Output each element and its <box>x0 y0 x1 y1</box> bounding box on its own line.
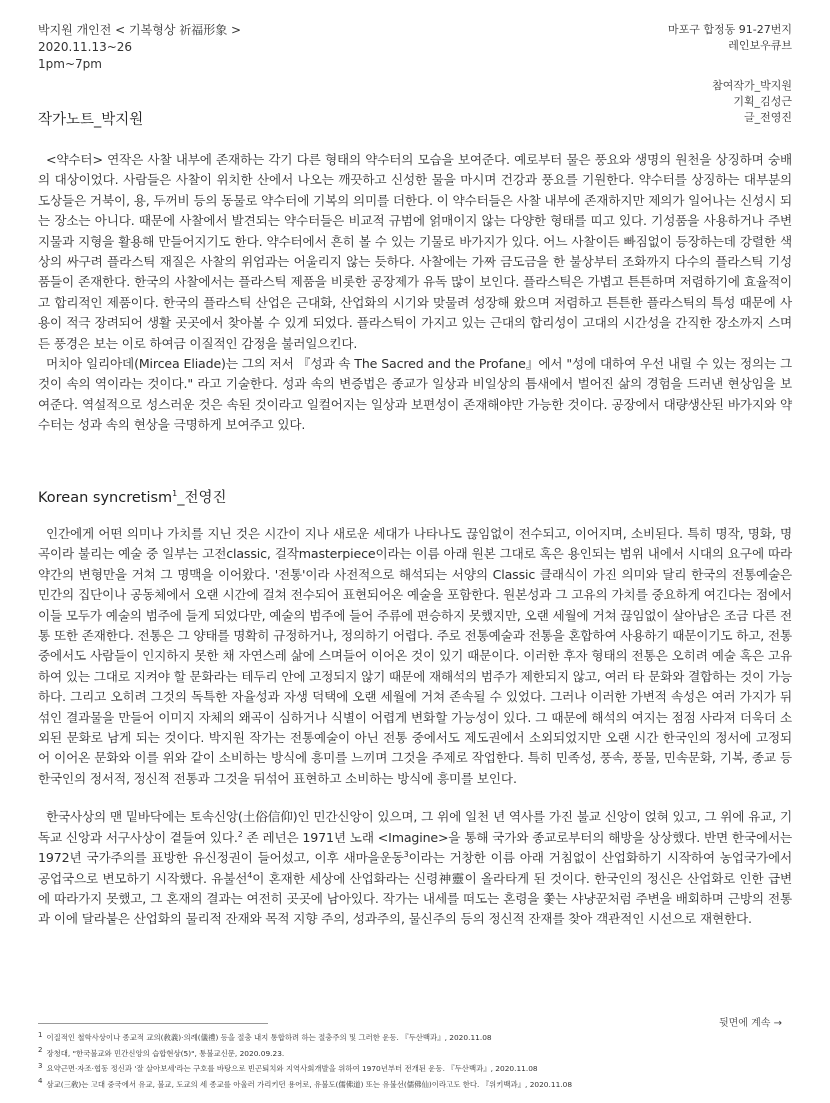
credit-writer: 글_전영진 <box>743 111 792 124</box>
text-run: 이 혼재한 세상에 산업화라는 신령神靈이 올라타게 된 것이다. 한국인의 정신은 산업화로 인한 급변에 따라가지 못했고, 그 혼재의 결과는 여전히 곳곳에 남아있다. 작가는 내세를 떠도는 혼령을 쫓는 샤냥꾼처럼 주변을 배회하며 근방의 전통과 이에 달라붙은 산업화의 물리적 잔재와 목적 지향 주의, 성과주의, 물신주의 등의 정신적 잔재를 찾아 객관적인 시선으로 재현한다. <box>38 870 792 927</box>
footnote-text: 요약근면·자조·협동 정신과 '잘 살아보세'라는 구호를 바탕으로 빈곤퇴치와 지역사회개발을 위하여 1970년부터 전개된 운동. 『두산백과』, 2020.11.08 <box>46 1064 538 1074</box>
text-run: 이라는 거창한 이름 아래 거침없이 산업화하기 시작하여 농업국가에서 공업국으로 변모하기 시작했다. 유불선 <box>38 850 793 886</box>
footnote-ref: 1 <box>172 489 178 499</box>
footnote-text: 이질적인 철학사상이나 종교적 교의(敎義)·의례(儀禮) 등을 절충 내지 통합하려 하는 절충주의 및 그러한 운동. 『두산백과』, 2020.11.08 <box>46 1033 492 1042</box>
continue-note: 뒷면에 계속 → <box>718 1018 782 1029</box>
footnote-text: 삼교(三敎)는 고대 중국에서 유교, 불교, 도교의 세 종교를 아울러 가리키던 용어로, 유불도(儒佛道) 또는 유불선(儒佛仙)이라고도 한다. 『위키백과』, 2020.11.08 <box>46 1079 573 1089</box>
footnotes <box>38 1030 808 1092</box>
title-author: _전영진 <box>177 490 227 506</box>
essay-body <box>38 524 792 930</box>
footnote-ref: 3 <box>403 849 409 859</box>
footnote <box>38 1046 808 1062</box>
paragraph: 머치아 일리아데(Mircea Eliade)는 그의 저서 『성과 속 The Sacred and the Profane』에서 "성에 대하여 우선 내릴 수 있는 정의는 그것이 속의 역이라는 것이다." 라고 기술한다. 성과 속의 변증법은 종교가 일상과 비일상의 틈새에서 벌어진 삶의 경험을 드러낸 현상임을 보여준다. 역설적으로 성스러운 것은 속된 것이라고 일컬어지는 일상과 보편성이 존재해야만 가능한 것이다. 공장에서 대량생산된 바가지와 약수터는 성과 속의 현상을 극명하게 보여주고 있다. <box>38 356 792 433</box>
footnote-number: 4 <box>38 1077 43 1086</box>
section-title-korean-syncretism <box>38 486 227 507</box>
credit-planner: 기획_김성근 <box>733 95 792 108</box>
footnote <box>38 1030 808 1046</box>
exhibition-hours: 1pm~7pm <box>38 57 102 71</box>
section-title-artist-note: 작가노트_박지원 <box>38 112 144 128</box>
paragraph: 인간에게 어떤 의미나 가치를 지닌 것은 시간이 지나 새로운 세대가 나타나도 끊임없이 전수되고, 이어지며, 소비된다. 특히 명작, 명화, 명곡이라 불리는 예술 중 일부는 고전classic, 걸작masterpiece이라는 이름 아래 원본 그대로 혹은 용인되는 범위 내에서 시대의 요구에 따라 약간의 변형만을 거쳐 그 명맥을 이어왔다. '전통'이라 사전적으로 해석되는 서양의 Classic 클래식이 가진 의미와 달리 한국의 전통예술은 민간의 집단이나 공동체에서 오랜 시간에 걸쳐 전수되어 표현되어온 예술을 포함한다. 원본성과 그 고유의 가치를 중요하게 여긴다는 점에서 이들 모두가 예술의 범주에 들게 되었다만, 예술의 범주에 들어 주류에 편승하지 못했지만, 오랜 세월에 거쳐 끊임없이 살아남은 조금 다른 전통 또한 존재한다. 전통은 그 양태를 명확히 규정하거나, 정의하기 어렵다. 주로 전통예술과 전통을 혼합하여 사용하기 때문이기도 하고, 전통 중에서도 사람들이 인지하지 못한 채 자연스레 삶에 스며들어 이어온 것이 있기 때문이다. 이러한 후자 형태의 전통은 오히려 예술 혹은 고유하여 있는 그대로 지켜야 할 문화라는 테두리 안에 고정되지 않기 때문에 재해석의 범주가 제한되지 않고, 여러 타 문화와 결합하는 것이 가능하다. 그리고 오히려 그것의 독특한 자율성과 자생 덕택에 오랜 세월에 거쳐 존속될 수 있었다. 그러나 이러한 가변적 속성은 여러 가지가 뒤섞인 결과물을 만들어 이미지 자체의 왜곡이 심하거나 식별이 어렵게 변화할 가능성이 있다. 그 때문에 해석의 여지는 점점 사라져 더욱더 소외된 문화로 남게 되는 것이다. 박지원 작가는 전통예술이 아닌 전통 중에서도 제도권에서 소외되었지만 오랜 시간 한국인의 정서에 고정되어 이어온 문화와 이를 위와 같이 소비하는 방식에 흥미를 느끼며 그것을 주제로 작업한다. 특히 민족성, 풍속, 풍물, 민속문화, 기복, 종교 등 한국인의 정서적, 정신적 전통과 그것을 뒤섞어 표현하고 소비하는 방식에 흥미를 보인다. <box>38 526 792 786</box>
footnote-ref: 2 <box>237 829 243 839</box>
credits <box>668 78 792 126</box>
footnote-number: 1 <box>38 1030 43 1039</box>
footnote-text: 장청대, "한국불교와 민간신앙의 습합현상(5)", 통불교신문, 2020.09.23. <box>46 1048 285 1058</box>
venue-name: 레인보우큐브 <box>728 39 792 52</box>
credit-artist: 참여작가_박지원 <box>712 79 792 92</box>
title-text: Korean syncretism <box>38 490 173 506</box>
footnote-number: 2 <box>38 1046 43 1055</box>
footnote-number: 3 <box>38 1061 43 1070</box>
footnote-divider <box>38 1023 268 1024</box>
text-run: 존 레넌은 1971년 노래 <Imagine>을 통해 국가와 종교로부터의 해방을 상상했다. 반면 한국에서는 1972년 국가주의를 표방한 유신정권이 들어섰고, 이후 새마을운동 <box>38 829 792 866</box>
venue-info <box>668 22 792 126</box>
paragraph <box>38 807 792 929</box>
footnote <box>38 1077 808 1093</box>
paragraph: <약수터> 연작은 사찰 내부에 존재하는 각기 다른 형태의 약수터의 모습을 보여준다. 예로부터 물은 풍요와 생명의 원천을 상징하며 숭배의 대상이었다. 사람들은 사찰이 위치한 산에서 나오는 깨끗하고 신성한 물을 마시며 건강과 풍요를 기원한다. 약수터를 상징하는 대부분의 도상들은 거북이, 용, 두꺼비 등의 동물로 약수터에 기복의 의미를 더한다. 이 약수터들은 사찰 내부에 존재하지만 제의가 일어나는 신성시 되는 장소는 아니다. 때문에 사찰에서 발견되는 약수터들은 비교적 규범에 얽매이지 않는 다양한 형태를 띠고 있다. 기성품을 사용하거나 주변 지물과 지형을 활용해 만들어지기도 한다. 약수터에서 흔히 볼 수 있는 기물로 바가지가 있다. 어느 사찰이든 빠짐없이 등장하는데 강렬한 색상의 싸구려 플라스틱 재질은 사찰의 위엄과는 어울리지 않는 듯하다. 사찰에는 가짜 금도금을 한 불상부터 조화까지 다수의 플라스틱 기성품들이 존재한다. 한국의 사찰에서는 플라스틱 제품을 비롯한 공장제가 유독 많이 보인다. 플라스틱은 가볍고 튼튼하며 저렴하기에 효율적이고 합리적인 제품이다. 한국의 플라스틱 산업은 근대화, 산업화의 시기와 맞물려 성장해 왔으며 저렴하고 튼튼한 플라스틱의 특성 때문에 사용이 적극 장려되어 생활 곳곳에서 찾아볼 수 있게 되었다. 플라스틱이 가지고 있는 근대의 합리성이 고대의 시간성을 간직한 장소까지 스며든 풍경은 보는 이로 하여금 이질적인 감정을 불러일으킨다. <box>38 152 792 351</box>
artist-note-body <box>38 150 792 436</box>
exhibition-title: 박지원 개인전 < 기복형상 祈福形象 > <box>38 23 242 37</box>
footnote <box>38 1061 808 1077</box>
footnote-ref: 4 <box>247 870 253 880</box>
venue-address: 마포구 합정동 91-27번지 <box>668 23 792 36</box>
text-run: 한국사상의 맨 밑바닥에는 토속신앙(土俗信仰)인 민간신앙이 있으며, 그 위에 일천 년 역사를 가진 불교 신앙이 얹혀 있고, 그 위에 유교, 기독교 신앙과 서구사상이 곁들여 있다. <box>38 809 792 845</box>
exhibition-info <box>38 22 241 73</box>
exhibition-dates: 2020.11.13~26 <box>38 40 133 54</box>
